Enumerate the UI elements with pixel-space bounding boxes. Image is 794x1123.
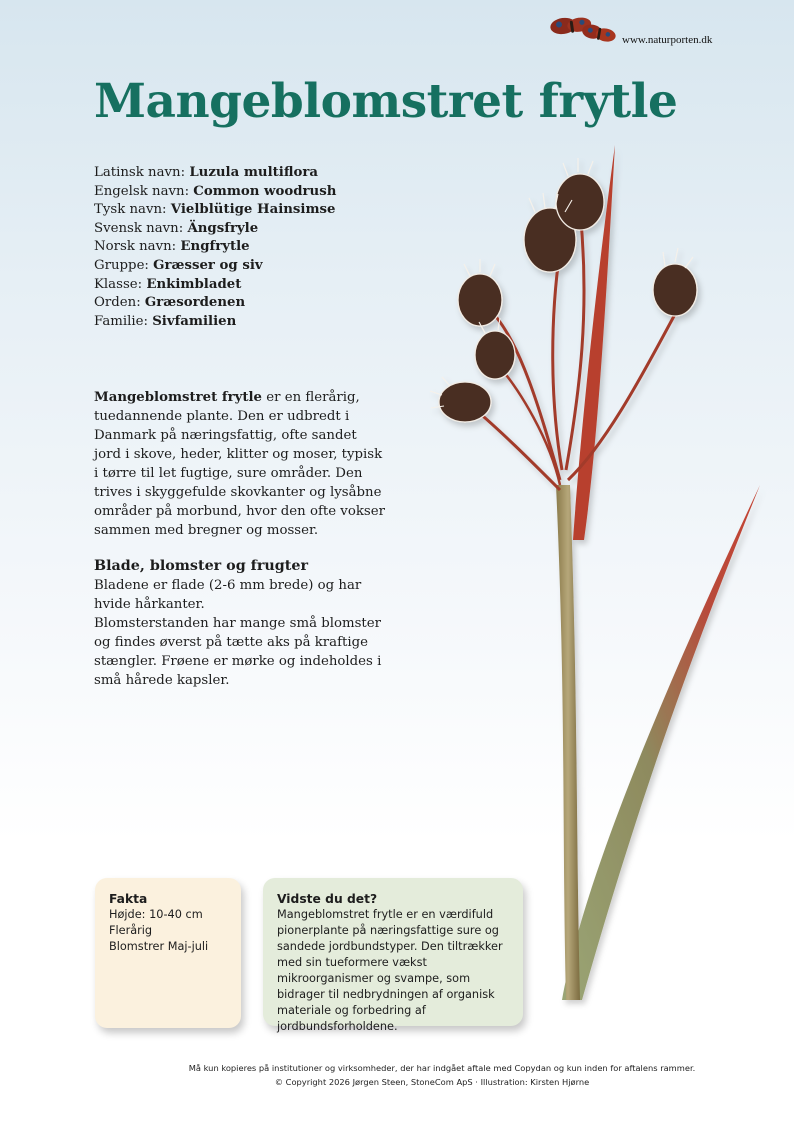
footer bbox=[0, 1061, 794, 1089]
section-heading: Blade, blomster og frugter bbox=[94, 558, 308, 574]
name-row: Klasse: Enkimbladet bbox=[94, 276, 242, 292]
butterfly-icon bbox=[540, 10, 622, 50]
names-list bbox=[94, 164, 336, 331]
did-you-know-text: Mangeblomstret frytle er en værdifuld pionerplante på næringsfattige sure og sandede jordbundstyper. Den tiltrækker med sin tueformere vækst mikroorganismer og svampe, som bidrager til nedbrydningen af organisk materiale og forbedring af jordbundsforholdene. bbox=[277, 908, 503, 1033]
footer-copyright: © Copyright 2026 Jørgen Steen, StoneCom ApS · Illustration: Kirsten Hjørne bbox=[274, 1077, 590, 1087]
section-text: Blomsterstanden har mange små blomster og findes øverst på tætte aks på kraftige stængler. Frøene er mørke og indeholdes i små hårede kapsler. bbox=[94, 616, 382, 688]
page-title: Mangeblomstret frytle bbox=[94, 74, 678, 129]
fakta-line: Højde: 10-40 cm bbox=[109, 908, 203, 921]
website-url[interactable]: www.naturporten.dk bbox=[622, 34, 713, 46]
footer-license: Må kun kopieres på institutioner og virksomheder, der har indgået aftale med Copydan og kun inden for aftalens rammer. bbox=[188, 1063, 696, 1073]
name-row: Tysk navn: Vielblütige Hainsimse bbox=[94, 202, 336, 218]
fakta-line: Flerårig bbox=[109, 924, 153, 937]
name-row: Norsk navn: Engfrytle bbox=[94, 239, 250, 255]
fakta-box bbox=[95, 878, 241, 1028]
name-row: Orden: Græsordenen bbox=[94, 295, 246, 311]
did-you-know-title: Vidste du det? bbox=[277, 892, 378, 906]
name-row: Latinsk navn: Luzula multiflora bbox=[94, 165, 318, 180]
fakta-line: Blomstrer Maj-juli bbox=[109, 940, 209, 953]
did-you-know-box bbox=[263, 878, 523, 1033]
description-section bbox=[94, 556, 386, 690]
fakta-title: Fakta bbox=[109, 892, 148, 906]
name-row: Gruppe: Græsser og siv bbox=[94, 257, 263, 273]
intro-paragraph: Mangeblomstret frytle er en flerårig, tuedannende plante. Den er udbredt i Danmark på næringsfattig, ofte sandet jord i skove, heder, klitter og moser, typisk i tørre til let fugtige, sure områder. Den trives i skyggefulde skovkanter og lysåbne områder på morbund, hvor den ofte vokser sammen med bregner og mosser. bbox=[94, 390, 385, 538]
name-row: Svensk navn: Ängsfryle bbox=[94, 220, 259, 236]
name-row: Familie: Sivfamilien bbox=[94, 313, 237, 329]
name-row: Engelsk navn: Common woodrush bbox=[94, 183, 337, 199]
section-text: Bladene er flade (2-6 mm brede) og har hvide hårkanter. bbox=[94, 578, 362, 612]
